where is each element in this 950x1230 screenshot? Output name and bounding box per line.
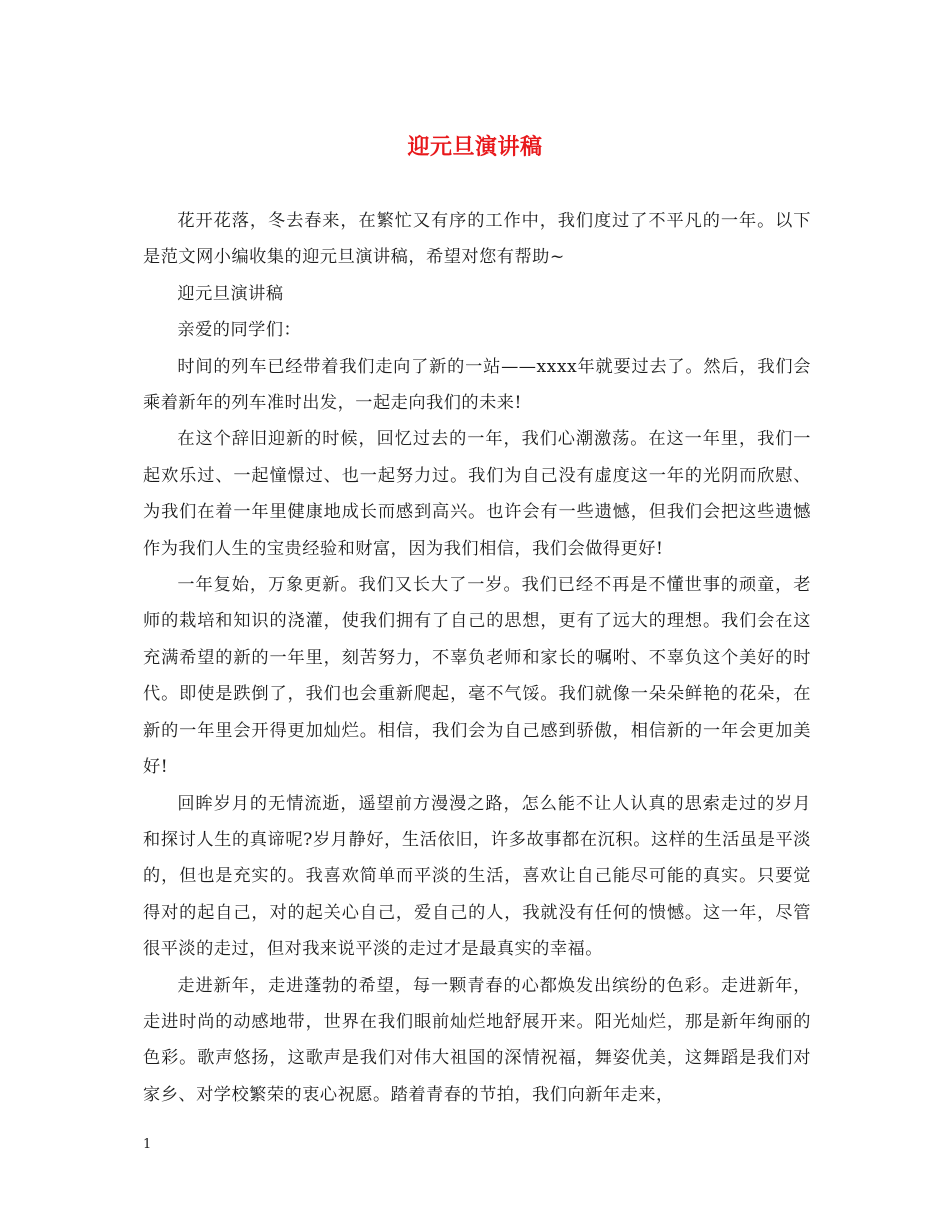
paragraph-salutation: 亲爱的同学们： <box>177 320 302 341</box>
paragraph-intro: 花开花落，冬去春来，在繁忙又有序的工作中，我们度过了不平凡的一年。以下是范文网小编收集的迎元旦演讲稿，希望对您有帮助~ <box>143 211 811 268</box>
paragraph-body-3: 一年复始，万象更新。我们又长大了一岁。我们已经不再是不懂世事的顽童，老师的栽培和知识的浇灌，使我们拥有了自己的思想，更有了远大的理想。我们会在这充满希望的新的一年里，刻苦努力，不辜负老师和家长的嘱咐、不辜负这个美好的时代。即使是跌倒了，我们也会重新爬起，毫不气馁。我们就像一朵朵鲜艳的花朵，在新的一年里会开得更加灿烂。相信，我们会为自己感到骄傲，相信新的一年会更加美好! <box>143 575 811 778</box>
document-title: 迎元旦演讲稿 <box>407 134 543 160</box>
page-number: 1 <box>143 1137 152 1152</box>
paragraph-body-2: 在这个辞旧迎新的时候，回忆过去的一年，我们心潮激荡。在这一年里，我们一起欢乐过、一起憧憬过、也一起努力过。我们为自己没有虚度这一年的光阴而欣慰、为我们在着一年里健康地成长而感到高兴。也许会有一些遗憾，但我们会把这些遗憾作为我们人生的宝贵经验和财富，因为我们相信，我们会做得更好! <box>143 429 811 559</box>
paragraph-body-1: 时间的列车已经带着我们走向了新的一站——xxxx年就要过去了。然后，我们会乘着新年的列车准时出发，一起走向我们的未来! <box>143 356 811 414</box>
paragraph-subtitle: 迎元旦演讲稿 <box>177 283 284 304</box>
paragraph-body-4: 回眸岁月的无情流逝，遥望前方漫漫之路，怎么能不让人认真的思索走过的岁月和探讨人生的真谛呢?岁月静好，生活依旧，许多故事都在沉积。这样的生活虽是平淡的，但也是充实的。我喜欢简单而平淡的生活，喜欢让自己能尽可能的真实。只要觉得对的起自己，对的起关心自己，爱自己的人，我就没有任何的愦憾。这一年，尽管很平淡的走过，但对我来说平淡的走过才是最真实的幸福。 <box>143 793 811 960</box>
paragraph-body-5: 走进新年，走进蓬勃的希望，每一颗青春的心都焕发出缤纷的色彩。走进新年，走进时尚的动感地带，世界在我们眼前灿烂地舒展开来。阳光灿烂，那是新年绚丽的色彩。歌声悠扬，这歌声是我们对伟大祖国的深情祝福，舞姿优美，这舞蹈是我们对家乡、对学校繁荣的衷心祝愿。踏着青春的节拍，我们向新年走来， <box>143 975 811 1105</box>
document-body <box>143 203 811 1113</box>
